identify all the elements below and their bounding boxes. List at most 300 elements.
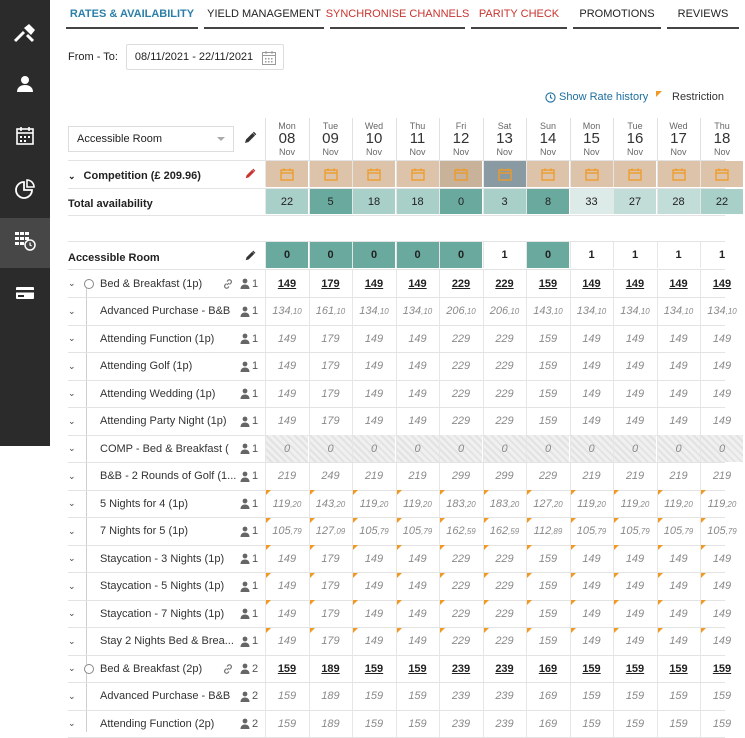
rate-cell[interactable]: [309, 683, 352, 710]
rate-cell[interactable]: [396, 325, 439, 352]
rate-value: 149: [277, 415, 297, 427]
date-column-header[interactable]: [352, 118, 395, 160]
rate-plan-row[interactable]: [68, 683, 231, 710]
rate-cell[interactable]: [439, 655, 482, 682]
date-column-header[interactable]: [396, 118, 439, 160]
room-availability-cell[interactable]: 1: [570, 242, 613, 268]
rate-cell[interactable]: [352, 408, 395, 435]
rate-cell[interactable]: [526, 435, 569, 462]
rate-plan-row[interactable]: [68, 600, 225, 627]
rate-cell[interactable]: [396, 435, 439, 462]
rate-cell[interactable]: [570, 463, 613, 490]
rate-cell[interactable]: [526, 600, 569, 627]
rate-cell[interactable]: [439, 325, 482, 352]
rate-cell[interactable]: [570, 573, 613, 600]
rate-cell[interactable]: [396, 490, 439, 517]
occupancy-count: 1: [252, 442, 259, 455]
rate-cell[interactable]: [613, 435, 656, 462]
rate-cell[interactable]: [526, 683, 569, 710]
total-availability-cell: 8: [526, 189, 569, 214]
month-name: Nov: [365, 147, 382, 157]
rate-value: [620, 525, 649, 537]
rate-cell[interactable]: [396, 683, 439, 710]
rate-cell[interactable]: [570, 518, 613, 545]
rate-cell[interactable]: [352, 655, 395, 682]
rate-cell[interactable]: [570, 683, 613, 710]
rate-cell[interactable]: [657, 353, 700, 380]
rate-cell[interactable]: [439, 490, 482, 517]
rate-cell[interactable]: [700, 408, 743, 435]
rate-cell[interactable]: [265, 325, 308, 352]
chevron-down-icon[interactable]: ⌄: [68, 580, 76, 591]
sidebar-item-calendar[interactable]: [0, 113, 50, 163]
rate-cell[interactable]: [613, 655, 656, 682]
chevron-down-icon[interactable]: ⌄: [68, 388, 76, 398]
rate-cell[interactable]: [309, 600, 352, 627]
rate-cell[interactable]: [483, 408, 526, 435]
sidebar-item-tools[interactable]: [0, 10, 50, 60]
competition-cell[interactable]: [570, 161, 613, 187]
date-column-header[interactable]: [613, 118, 656, 160]
rate-cell[interactable]: [613, 270, 656, 297]
chevron-down-icon[interactable]: ⌄: [68, 718, 76, 728]
rate-cell[interactable]: [526, 298, 569, 325]
rate-cell[interactable]: [352, 628, 395, 655]
rate-plan-row[interactable]: [68, 325, 220, 352]
rate-cell[interactable]: [613, 710, 656, 737]
rate-cell[interactable]: [309, 463, 352, 490]
date-column-header[interactable]: [309, 118, 352, 160]
tab-3[interactable]: PARITY CHECK: [471, 0, 567, 29]
rate-cell[interactable]: [613, 683, 656, 710]
rate-cell[interactable]: [483, 325, 526, 352]
rate-cell[interactable]: [309, 710, 352, 737]
rate-plan-row[interactable]: [68, 298, 231, 325]
rate-decimal: ,89: [551, 527, 563, 536]
rate-cell[interactable]: [265, 573, 308, 600]
chevron-down-icon[interactable]: ⌄: [68, 690, 76, 701]
rate-cell[interactable]: [309, 353, 352, 380]
rate-cell[interactable]: [657, 518, 700, 545]
rate-cell[interactable]: [396, 573, 439, 600]
sidebar-item-grid-clock[interactable]: [0, 218, 50, 268]
rate-cell[interactable]: [526, 325, 569, 352]
rate-cell[interactable]: [396, 600, 439, 627]
rate-cell[interactable]: [570, 710, 613, 737]
rate-plan-row[interactable]: [68, 270, 220, 297]
rate-cell[interactable]: [439, 380, 482, 407]
chevron-down-icon[interactable]: ⌄: [68, 278, 76, 288]
rate-cell[interactable]: [352, 710, 395, 737]
rate-cell[interactable]: [570, 353, 613, 380]
rate-cell[interactable]: [700, 573, 743, 600]
rate-cell[interactable]: [526, 408, 569, 435]
rate-cell[interactable]: [439, 518, 482, 545]
chevron-down-icon[interactable]: ⌄: [68, 635, 76, 646]
rate-cell[interactable]: [526, 655, 569, 682]
competition-row-label[interactable]: [68, 170, 201, 182]
rate-cell[interactable]: [352, 545, 395, 572]
rate-cell[interactable]: [483, 270, 526, 297]
room-availability-cell[interactable]: 0: [265, 242, 308, 268]
rate-cell[interactable]: [352, 298, 395, 325]
chevron-down-icon[interactable]: ⌄: [68, 360, 76, 371]
rate-value: [577, 305, 606, 317]
rate-cell[interactable]: [439, 683, 482, 710]
rate-cell[interactable]: [657, 380, 700, 407]
chevron-down-icon[interactable]: ⌄: [68, 333, 76, 343]
rate-cell[interactable]: [700, 463, 743, 490]
rate-plan-row[interactable]: [68, 710, 220, 737]
rate-cell[interactable]: [352, 325, 395, 352]
pencil-icon[interactable]: [243, 131, 257, 145]
rate-cell[interactable]: [265, 600, 308, 627]
rate-cell[interactable]: [352, 435, 395, 462]
rate-cell[interactable]: [700, 270, 743, 297]
rate-cell[interactable]: [265, 710, 308, 737]
link-icon[interactable]: [222, 270, 234, 297]
room-availability-cell[interactable]: 0: [352, 242, 395, 268]
rate-cell[interactable]: [700, 298, 743, 325]
rate-cell[interactable]: [483, 490, 526, 517]
rate-cell[interactable]: [526, 490, 569, 517]
rate-cell[interactable]: [613, 573, 656, 600]
rate-cell[interactable]: [352, 518, 395, 545]
calendar-icon[interactable]: [261, 50, 277, 66]
chevron-down-icon[interactable]: ⌄: [68, 470, 76, 481]
rate-cell[interactable]: [352, 600, 395, 627]
rate-plan-row[interactable]: [68, 655, 220, 682]
rate-cell[interactable]: [700, 435, 743, 462]
person-icon: [240, 416, 250, 427]
competition-cell[interactable]: [352, 161, 395, 187]
rate-cell[interactable]: [396, 353, 439, 380]
rate-cell[interactable]: [265, 628, 308, 655]
competition-cell[interactable]: [657, 161, 700, 187]
pencil-icon[interactable]: [244, 168, 256, 180]
rate-cell[interactable]: [265, 518, 308, 545]
rate-cell[interactable]: [352, 353, 395, 380]
rate-cell[interactable]: [526, 628, 569, 655]
rate-cell[interactable]: [483, 655, 526, 682]
rate-cell[interactable]: [439, 270, 482, 297]
rate-cell[interactable]: [700, 325, 743, 352]
rate-value: 149: [408, 332, 427, 345]
rate-value: 149: [277, 277, 297, 290]
rate-cell[interactable]: [439, 573, 482, 600]
rate-plan-row[interactable]: [68, 573, 225, 600]
rate-cell[interactable]: [352, 380, 395, 407]
sidebar-item-pie-chart[interactable]: [0, 166, 50, 216]
rate-cell[interactable]: [483, 628, 526, 655]
room-availability-cell[interactable]: 1: [483, 242, 526, 268]
rate-cell[interactable]: [309, 545, 352, 572]
chevron-down-icon[interactable]: ⌄: [68, 553, 76, 563]
rate-cell[interactable]: [265, 298, 308, 325]
sidebar-item-user[interactable]: [0, 61, 50, 111]
rate-cell[interactable]: [396, 710, 439, 737]
rate-value: 149: [712, 387, 732, 400]
rate-cell[interactable]: [526, 518, 569, 545]
rate-plan-row[interactable]: [68, 545, 225, 572]
competition-cell[interactable]: [309, 161, 352, 187]
rate-cell[interactable]: [613, 353, 656, 380]
rate-cell[interactable]: [657, 545, 700, 572]
rate-cell[interactable]: [483, 435, 526, 462]
room-availability-cell[interactable]: 0: [309, 242, 352, 268]
rate-cell[interactable]: [483, 518, 526, 545]
rate-cell[interactable]: [309, 408, 352, 435]
rate-cell[interactable]: [309, 573, 352, 600]
rate-cell[interactable]: [352, 463, 395, 490]
rate-value: 219: [277, 470, 297, 482]
rate-plan-row[interactable]: [68, 490, 220, 517]
rate-cell[interactable]: [265, 353, 308, 380]
rate-cell[interactable]: [613, 490, 656, 517]
rate-cell[interactable]: [700, 628, 743, 655]
occupancy: [240, 463, 258, 490]
radio-circle-icon: [84, 279, 94, 289]
rate-cell[interactable]: [526, 573, 569, 600]
rate-cell[interactable]: [657, 298, 700, 325]
rate-cell[interactable]: [439, 353, 482, 380]
rate-cell[interactable]: [657, 463, 700, 490]
rate-cell[interactable]: [309, 435, 352, 462]
rate-cell[interactable]: [526, 380, 569, 407]
rate-plan-row[interactable]: [68, 408, 227, 435]
rate-cell[interactable]: [396, 628, 439, 655]
pencil-icon[interactable]: [244, 250, 256, 262]
rate-cell[interactable]: [657, 683, 700, 710]
room-availability-cell[interactable]: 0: [439, 242, 482, 268]
rate-cell[interactable]: [439, 628, 482, 655]
chevron-down-icon[interactable]: ⌄: [68, 663, 76, 673]
rate-value: 229: [495, 635, 514, 647]
rate-cell[interactable]: [570, 628, 613, 655]
rate-cell[interactable]: [570, 325, 613, 352]
rate-cell[interactable]: [309, 655, 352, 682]
rate-cell[interactable]: [613, 628, 656, 655]
rate-cell[interactable]: [309, 628, 352, 655]
rate-cell[interactable]: [570, 435, 613, 462]
date-column-header[interactable]: [526, 118, 569, 160]
rate-cell[interactable]: [613, 325, 656, 352]
rate-cell[interactable]: [352, 683, 395, 710]
rate-cell[interactable]: [439, 710, 482, 737]
rate-cell[interactable]: [396, 545, 439, 572]
rate-cell[interactable]: [700, 683, 743, 710]
rate-cell[interactable]: [700, 545, 743, 572]
rate-value: [359, 305, 388, 317]
rate-cell[interactable]: [613, 380, 656, 407]
rate-cell[interactable]: [396, 408, 439, 435]
rate-cell[interactable]: [570, 655, 613, 682]
rate-cell[interactable]: [265, 380, 308, 407]
room-availability-cell[interactable]: 1: [657, 242, 700, 268]
rate-cell[interactable]: [439, 600, 482, 627]
rate-cell[interactable]: [570, 490, 613, 517]
rate-cell[interactable]: [526, 710, 569, 737]
date-column-header[interactable]: [657, 118, 700, 160]
date-column-header[interactable]: [570, 118, 613, 160]
rate-cell[interactable]: [700, 655, 743, 682]
competition-cell[interactable]: [526, 161, 569, 187]
competition-cell[interactable]: [396, 161, 439, 187]
rate-cell[interactable]: [439, 435, 482, 462]
rate-plan-row[interactable]: [68, 628, 234, 655]
rate-cell[interactable]: [265, 463, 308, 490]
chevron-down-icon[interactable]: ⌄: [68, 305, 76, 316]
rate-cell[interactable]: [483, 573, 526, 600]
rate-cell[interactable]: [613, 463, 656, 490]
rate-value: 239: [451, 717, 471, 730]
rate-cell[interactable]: [439, 545, 482, 572]
rate-cell[interactable]: [309, 325, 352, 352]
rate-cell[interactable]: [396, 298, 439, 325]
rate-cell[interactable]: [352, 490, 395, 517]
competition-cell[interactable]: [613, 161, 656, 187]
rate-cell[interactable]: [570, 298, 613, 325]
rate-plan-row[interactable]: [68, 353, 220, 380]
rate-value: 239: [495, 717, 514, 730]
rate-cell[interactable]: [483, 298, 526, 325]
tab-5[interactable]: REVIEWS: [667, 0, 739, 29]
rate-cell[interactable]: [526, 353, 569, 380]
rate-cell[interactable]: [526, 463, 569, 490]
rate-cell[interactable]: [439, 408, 482, 435]
competition-cell[interactable]: [439, 161, 482, 187]
rate-cell[interactable]: [265, 435, 308, 462]
rate-cell[interactable]: [396, 518, 439, 545]
rate-cell[interactable]: [483, 683, 526, 710]
rate-cell[interactable]: [396, 270, 439, 297]
rate-cell[interactable]: [657, 655, 700, 682]
rate-cell[interactable]: [613, 298, 656, 325]
rate-cell[interactable]: [570, 380, 613, 407]
rate-cell[interactable]: [483, 353, 526, 380]
chevron-down-icon[interactable]: ⌄: [68, 443, 76, 453]
rate-cell[interactable]: [265, 545, 308, 572]
rate-cell[interactable]: [265, 655, 308, 682]
total-availability-cell: 22: [265, 189, 308, 214]
rate-cell[interactable]: [700, 600, 743, 627]
rate-cell[interactable]: [483, 600, 526, 627]
show-rate-history-link[interactable]: [545, 91, 648, 103]
rate-cell[interactable]: [657, 325, 700, 352]
rate-cell[interactable]: [613, 600, 656, 627]
rate-cell[interactable]: [352, 573, 395, 600]
rate-cell[interactable]: [309, 490, 352, 517]
restriction-triangle-icon: [656, 91, 664, 99]
rate-value: 149: [625, 635, 645, 647]
link-icon[interactable]: [222, 655, 234, 682]
rate-cell[interactable]: [613, 518, 656, 545]
rate-cell[interactable]: [483, 463, 526, 490]
rate-whole: 134: [359, 305, 378, 317]
rate-cell[interactable]: [265, 270, 308, 297]
rate-cell[interactable]: [309, 518, 352, 545]
chevron-down-icon[interactable]: ⌄: [68, 608, 76, 618]
rate-cell[interactable]: [700, 490, 743, 517]
rate-cell[interactable]: [352, 270, 395, 297]
date-column-header[interactable]: [700, 118, 743, 160]
rate-cell[interactable]: [700, 380, 743, 407]
tab-0[interactable]: RATES & AVAILABILITY: [66, 0, 198, 29]
date-column-header[interactable]: [483, 118, 526, 160]
rate-cell[interactable]: [657, 435, 700, 462]
rate-plan-row[interactable]: [68, 435, 229, 462]
date-range-input[interactable]: [126, 44, 284, 70]
rate-cell[interactable]: [700, 518, 743, 545]
rate-cell[interactable]: [309, 380, 352, 407]
competition-cell[interactable]: [265, 161, 308, 187]
rate-cell[interactable]: [265, 408, 308, 435]
room-select[interactable]: [68, 126, 234, 152]
rate-cell[interactable]: [657, 573, 700, 600]
rate-cell[interactable]: [657, 408, 700, 435]
rate-cell[interactable]: [483, 380, 526, 407]
rate-cell[interactable]: [309, 298, 352, 325]
rate-cell[interactable]: [483, 545, 526, 572]
rate-cell[interactable]: [700, 710, 743, 737]
rate-cell[interactable]: [265, 683, 308, 710]
rate-cell[interactable]: [396, 380, 439, 407]
room-availability-cell[interactable]: 1: [613, 242, 656, 268]
rate-cell[interactable]: [657, 490, 700, 517]
rate-plan-row[interactable]: [68, 380, 220, 407]
rate-cell[interactable]: [657, 710, 700, 737]
rate-cell[interactable]: [570, 545, 613, 572]
tab-1[interactable]: YIELD MANAGEMENT: [204, 0, 324, 29]
rate-cell[interactable]: [613, 545, 656, 572]
rate-cell[interactable]: [570, 600, 613, 627]
rate-plan-row[interactable]: [68, 518, 220, 545]
rate-value: [272, 305, 301, 317]
rate-cell[interactable]: [396, 463, 439, 490]
rate-cell[interactable]: [613, 408, 656, 435]
room-availability-cell[interactable]: 0: [526, 242, 569, 268]
rate-cell[interactable]: [396, 655, 439, 682]
chevron-down-icon[interactable]: ⌄: [68, 498, 76, 508]
competition-cell[interactable]: [700, 161, 743, 187]
tab-2[interactable]: SYNCHRONISE CHANNELS: [330, 0, 465, 29]
rate-cell[interactable]: [439, 298, 482, 325]
rate-cell[interactable]: [483, 710, 526, 737]
rate-cell[interactable]: [309, 270, 352, 297]
tab-4[interactable]: PROMOTIONS: [573, 0, 661, 29]
date-column-header[interactable]: [265, 118, 308, 160]
rate-cell[interactable]: [526, 270, 569, 297]
competition-cell[interactable]: [483, 161, 526, 187]
date-column-header[interactable]: [439, 118, 482, 160]
rate-plan-row[interactable]: [68, 463, 237, 490]
room-availability-cell[interactable]: 0: [396, 242, 439, 268]
rate-cell[interactable]: [657, 600, 700, 627]
rate-cell[interactable]: [526, 545, 569, 572]
rate-cell[interactable]: [700, 353, 743, 380]
rate-cell[interactable]: [439, 463, 482, 490]
rate-cell[interactable]: [570, 270, 613, 297]
room-availability-cell[interactable]: 1: [700, 242, 743, 268]
rate-cell[interactable]: [570, 408, 613, 435]
chevron-down-icon[interactable]: ⌄: [68, 415, 76, 426]
chevron-down-icon[interactable]: ⌄: [68, 525, 76, 536]
rate-cell[interactable]: [657, 628, 700, 655]
rate-cell[interactable]: [265, 490, 308, 517]
day-of-week: Sat: [497, 121, 512, 131]
rate-cell[interactable]: [657, 270, 700, 297]
sidebar-item-card[interactable]: [0, 270, 50, 320]
